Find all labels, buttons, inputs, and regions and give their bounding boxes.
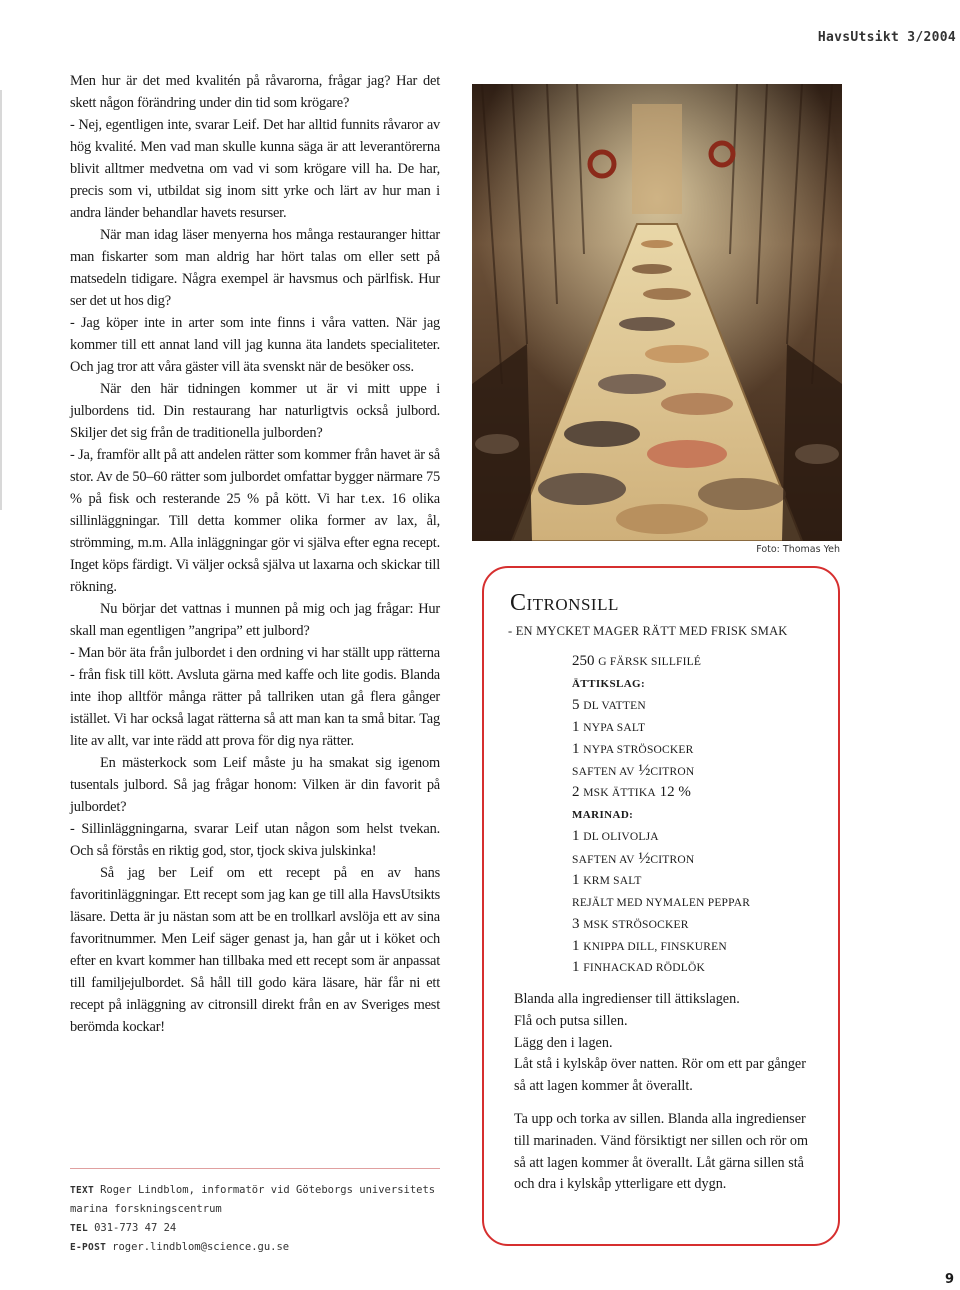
- article-paragraph: När man idag läser menyerna hos många restauranger hittar man fiskarter som man aldrig har hört talas om eller sett på matsedeln tidigare. Några exempel är havsmus och pärlfisk. Hur ser det ut hos dig?: [70, 227, 440, 309]
- ingredient-name: REJÄLT MED NYMALEN PEPPAR: [572, 896, 751, 909]
- ingredient-name: MSK STRÖSOCKER: [583, 918, 689, 931]
- recipe-title-initial: C: [510, 590, 527, 616]
- method-step: Blanda alla ingredienser till ättikslagen.: [514, 991, 740, 1007]
- ingredient-item: [572, 782, 822, 804]
- ingredient-name: SAFTEN AV: [572, 854, 635, 867]
- ingredient-name: G FÄRSK SILLFILÉ: [598, 656, 702, 668]
- ingredient-item: [572, 892, 822, 914]
- ingredient-name: KNIPPA DILL, FINSKUREN: [583, 940, 727, 953]
- ingredient-fraction: ½: [638, 850, 651, 868]
- ingredient-quantity: 1: [572, 959, 580, 976]
- page-number: 9: [944, 1272, 954, 1287]
- ingredient-quantity: 250: [572, 653, 595, 669]
- ingredient-section-heading: [572, 673, 822, 695]
- method-step: Lägg den i lagen.: [514, 1034, 613, 1051]
- credit-email: roger.lindblom@science.gu.se: [112, 1241, 290, 1253]
- article-paragraph: - Nej, egentligen inte, svarar Leif. Det har alltid funnits råvaror av hög kvalité. Men vad man skulle kunna säga är att leverantörerna blivit alltmer medvetna om vad vi som krögare vill ha. De har, precis som vi, utbildat sig inom sitt yrke och lärt av hur man i andra länder behandlar havets resurser.: [70, 117, 440, 221]
- ingredient-item: [572, 870, 822, 892]
- ingredient-quantity: 1: [572, 740, 580, 757]
- article-paragraph: Men hur är det med kvalitén på råvarorna, frågar jag? Har det skett någon förändring under din tid som krögare?: [70, 73, 440, 111]
- author-credits: [70, 1181, 450, 1257]
- julbord-photo-illustration: [472, 84, 842, 541]
- ingredient-name: DL OLIVOLJA: [583, 831, 659, 844]
- photo-credit: Foto: Thomas Yeh: [756, 544, 840, 555]
- ingredient-item: [572, 760, 822, 782]
- article-paragraph: - Ja, framför allt på att andelen rätter som kommer från havet är så stor. Av de 50–60 rätter som julbordet omfattar bygger närmare 75 % på fisk och resterande 25 % på kött. Vi har t.ex. 16 olika sillinläggningar. Till detta kommer olika former av lax, ål, strömming, m.m. Alla inläggningar gör vi själva efter egna recept. Inget köps färdigt. Vi väljer också själva ut laxarna och skickar till rökning.: [70, 447, 440, 595]
- recipe-subtitle: - EN MYCKET MAGER RÄTT MED FRISK SMAK: [508, 624, 788, 638]
- credit-affiliation: marina forskningscentrum: [70, 1203, 222, 1215]
- section-heading-marinad: MARINAD:: [572, 809, 634, 822]
- ingredient-quantity: 1: [572, 718, 580, 735]
- ingredient-quantity: 1: [572, 937, 580, 954]
- ingredient-name: DL VATTEN: [583, 699, 646, 712]
- article-paragraph: Så jag ber Leif om ett recept på en av hans favoritinläggningar. Ett recept som jag kan ge till alla HavsUtsikts läsare. Detta är ju nästan som att be en trollkarl avslöja ett av sina favoritnummer. Men Leif säger genast ja, han går ut i köket och efter en kvart kommer han tillbaka med ett recept som är anpassat till familjejulbordet. Så håll till godo kära läsare, här får ni ett recept på inläggning av citronsill direkt från en av Sveriges mest berömda kockar!: [70, 865, 440, 1035]
- article-paragraph: En mästerkock som Leif måste ju ha smakat sig igenom tusentals julbord. Så jag frågar honom: Vilken är din favorit på julbordet?: [70, 755, 440, 815]
- ingredient-item: [572, 717, 822, 739]
- ingredient-quantity: 1: [572, 871, 580, 888]
- article-paragraph: - Man bör äta från julbordet i den ordning vi har ställt upp rätterna - från fisk till kött. Avsluta gärna med kaffe och lite godis. Blanda inte ihop alltför många rätter på tallriken utan gå flera gånger istället. Vi har också lagat rätterna så att man kan ta små bitar. Tag lite av allt, var inte rädd att prova för dig nya rätter.: [70, 645, 440, 749]
- recipe-title: [510, 590, 619, 617]
- ingredient-item: [572, 848, 822, 870]
- ingredient-item: [572, 936, 822, 958]
- ingredient-section-heading: [572, 804, 822, 826]
- credit-label: E-POST: [70, 1242, 107, 1253]
- magazine-header: HavsUtsikt 3/2004: [817, 30, 956, 45]
- credit-phone: 031-773 47 24: [94, 1222, 177, 1234]
- article-paragraph: Nu börjar det vattnas i munnen på mig och jag frågar: Hur skall man egentligen ”angripa” ett julbord?: [70, 601, 440, 639]
- page-edge-shadow: [0, 90, 2, 510]
- ingredient-item: [572, 826, 822, 848]
- ingredient-name: FINHACKAD RÖDLÖK: [583, 962, 705, 975]
- ingredient-name: KRM SALT: [583, 874, 642, 887]
- julbord-photo: [472, 84, 842, 541]
- ingredient-name: CITRON: [650, 854, 695, 867]
- ingredient-item: [572, 957, 822, 979]
- ingredient-list: [572, 651, 822, 979]
- article-paragraph: - Sillinläggningarna, svarar Leif utan någon som helst tvekan. Och så förstås en riktig god, stor, tjock skiva julskinka!: [70, 821, 440, 859]
- method-step: Flå och putsa sillen.: [514, 1012, 628, 1029]
- recipe-method: [514, 989, 814, 1196]
- ingredient-item: [572, 914, 822, 936]
- article-body: [70, 70, 440, 1038]
- method-step: Ta upp och torka av sillen. Blanda alla ingredienser till marinaden. Vänd försiktigt ner sillen och rör om så att lagen kommer åt överallt. Låt gärna sillen stå och dra i kylskåp ytterligare ett dygn.: [514, 1110, 809, 1193]
- ingredient-quantity: 3: [572, 915, 580, 932]
- credit-label: TEL: [70, 1223, 89, 1234]
- article-paragraph: - Jag köper inte in arter som inte finns i våra vatten. När jag kommer till ett annat land vill jag kunna äta landets specialiteter. Och jag tror att våra gäster vill äta svenskt när de besöker oss.: [70, 315, 440, 375]
- section-heading-attikslag: ÄTTIKSLAG:: [572, 677, 646, 690]
- ingredient-item: [572, 695, 822, 717]
- ingredient-item: [572, 651, 822, 673]
- ingredient-fraction: ½: [638, 762, 651, 780]
- credits-divider: [70, 1168, 440, 1169]
- ingredient-quantity: 1: [572, 828, 580, 845]
- ingredient-name: SAFTEN AV: [572, 766, 635, 779]
- ingredient-item: [572, 739, 822, 761]
- article-paragraph: När den här tidningen kommer ut är vi mitt uppe i julbordens tid. Din restaurang har naturligtvis också julbord. Skiljer det sig från de traditionella julborden?: [70, 381, 440, 441]
- ingredient-name: CITRON: [650, 766, 695, 779]
- credit-author: Roger Lindblom, informatör vid Göteborgs universitets: [100, 1184, 436, 1196]
- ingredient-quantity: 5: [572, 696, 580, 713]
- method-step: Låt stå i kylskåp över natten. Rör om ett par gånger så att lagen kommer åt överallt.: [514, 1056, 806, 1095]
- ingredient-name: NYPA STRÖSOCKER: [583, 743, 694, 756]
- ingredient-name: MSK ÄTTIKA: [583, 787, 656, 800]
- ingredient-strength: 12 %: [659, 784, 691, 801]
- ingredient-name: NYPA SALT: [583, 721, 646, 734]
- credit-label: TEXT: [70, 1185, 95, 1196]
- recipe-title-rest: ITRONSILL: [526, 595, 619, 614]
- ingredient-quantity: 2: [572, 784, 580, 801]
